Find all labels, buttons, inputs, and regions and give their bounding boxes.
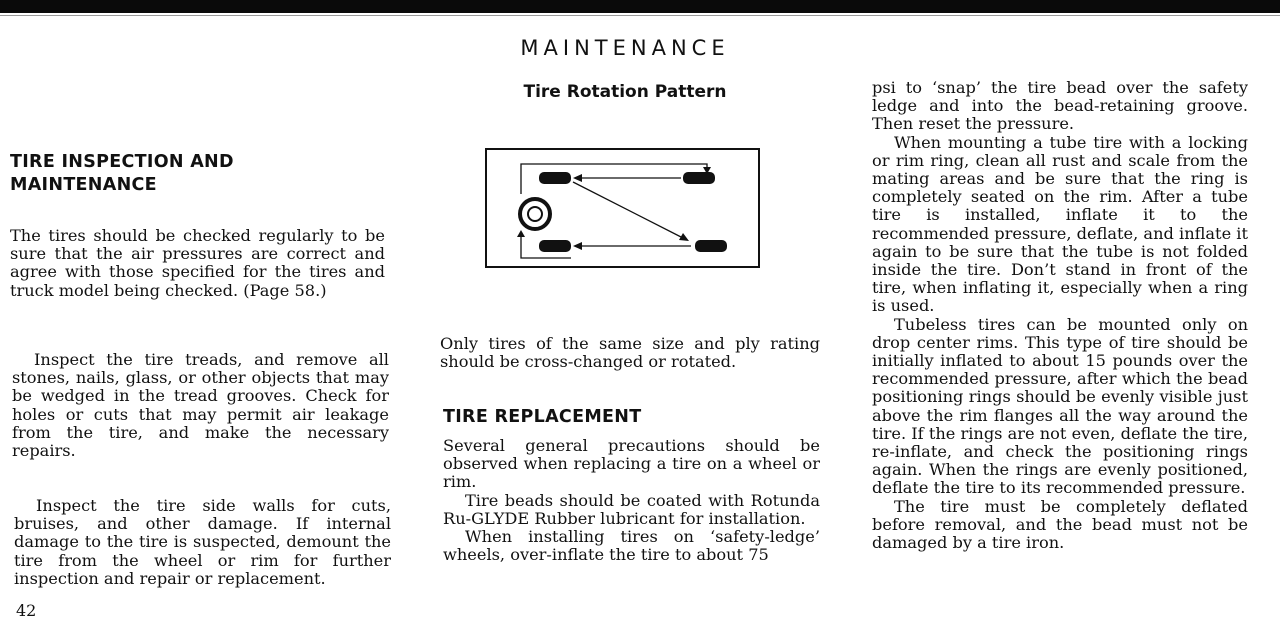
paragraph: Only tires of the same size and ply rating should be cross-changed or rotated. <box>440 334 820 372</box>
diagram-title: Tire Rotation Pattern <box>523 82 727 102</box>
paragraph: Tubeless tires can be mounted only on drop center rims. This type of tire should be initially inflated to about 15 pounds over the recommended pressure, after which the bead positioning rings should be evenly visible just above the rim flanges all the way around the tire. If the rings are not even, deflate the tire, re-inflate, and check the positioning rings again. When the rings are evenly positioned, deflate the tire to its recommended pressure. <box>872 314 1249 498</box>
page-header: MAINTENANCE <box>520 36 730 60</box>
left-column <box>10 227 385 300</box>
rotation-arrow <box>573 182 683 238</box>
middle-column <box>443 437 820 564</box>
spare-tire <box>520 199 550 229</box>
right-column <box>872 79 1248 552</box>
arrow-head <box>573 242 582 250</box>
tire-rotation-diagram <box>485 148 760 268</box>
front-right-tire <box>683 172 715 184</box>
paragraph: Inspect the tire side walls for cuts, bruises, and other damage. If internal damage to the tire is suspected, demount the tire from the wheel or rim for further inspection and repair or replacement. <box>14 496 391 588</box>
paragraph: When mounting a tube tire with a locking or rim ring, clean all rust and scale from the mating areas and be sure that the ring is completely seated on the rim. After a tube tire is installed, inflate it to the recommended pressure, deflate, and inflate it again to be sure that the tube is not folded inside the tire. Don’t stand in front of the tire, when inflating it, especially when a ring is used. <box>872 132 1248 316</box>
front-left-tire <box>539 172 571 184</box>
paragraph: Inspect the tire treads, and remove all stones, nails, glass, or other objects that may be wedged in the tread grooves. Check for holes or cuts that may permit air leakage from the tire, and make the necessary repairs. <box>12 350 389 461</box>
paragraph: psi to ‘snap’ the tire bead over the safety ledge and into the bead-retaining groove. Then reset the pressure. <box>872 78 1248 134</box>
paragraph: Several general precautions should be observed when replacing a tire on a wheel or rim. <box>443 436 820 492</box>
paragraph: The tire must be completely deflated before removal, and the bead must not be damaged by a tire iron. <box>872 496 1248 553</box>
tire-rotation-figure <box>487 150 758 266</box>
arrow-head <box>517 230 525 237</box>
left-column-2 <box>12 351 389 460</box>
arrow-head <box>573 174 582 182</box>
middle-column-intro <box>440 335 820 371</box>
section-heading-inspection: TIRE INSPECTION AND MAINTENANCE <box>10 152 234 195</box>
left-column-3 <box>14 497 391 588</box>
section-heading-replacement: TIRE REPLACEMENT <box>443 407 642 427</box>
top-border-line <box>0 15 1280 16</box>
paragraph: Tire beads should be coated with Rotunda Ru-GLYDE Rubber lubricant for installation. <box>443 490 820 528</box>
page-number: 42 <box>16 601 37 620</box>
paragraph: When installing tires on ‘safety-ledge’ wheels, over-inflate the tire to about 75 <box>443 527 820 565</box>
top-border-bar <box>0 0 1280 13</box>
rear-right-tire <box>695 240 727 252</box>
rear-left-tire <box>539 240 571 252</box>
paragraph: The tires should be checked regularly to be sure that the air pressures are correct and agree with those specified for the tires and truck model being checked. (Page 58.) <box>10 226 385 300</box>
